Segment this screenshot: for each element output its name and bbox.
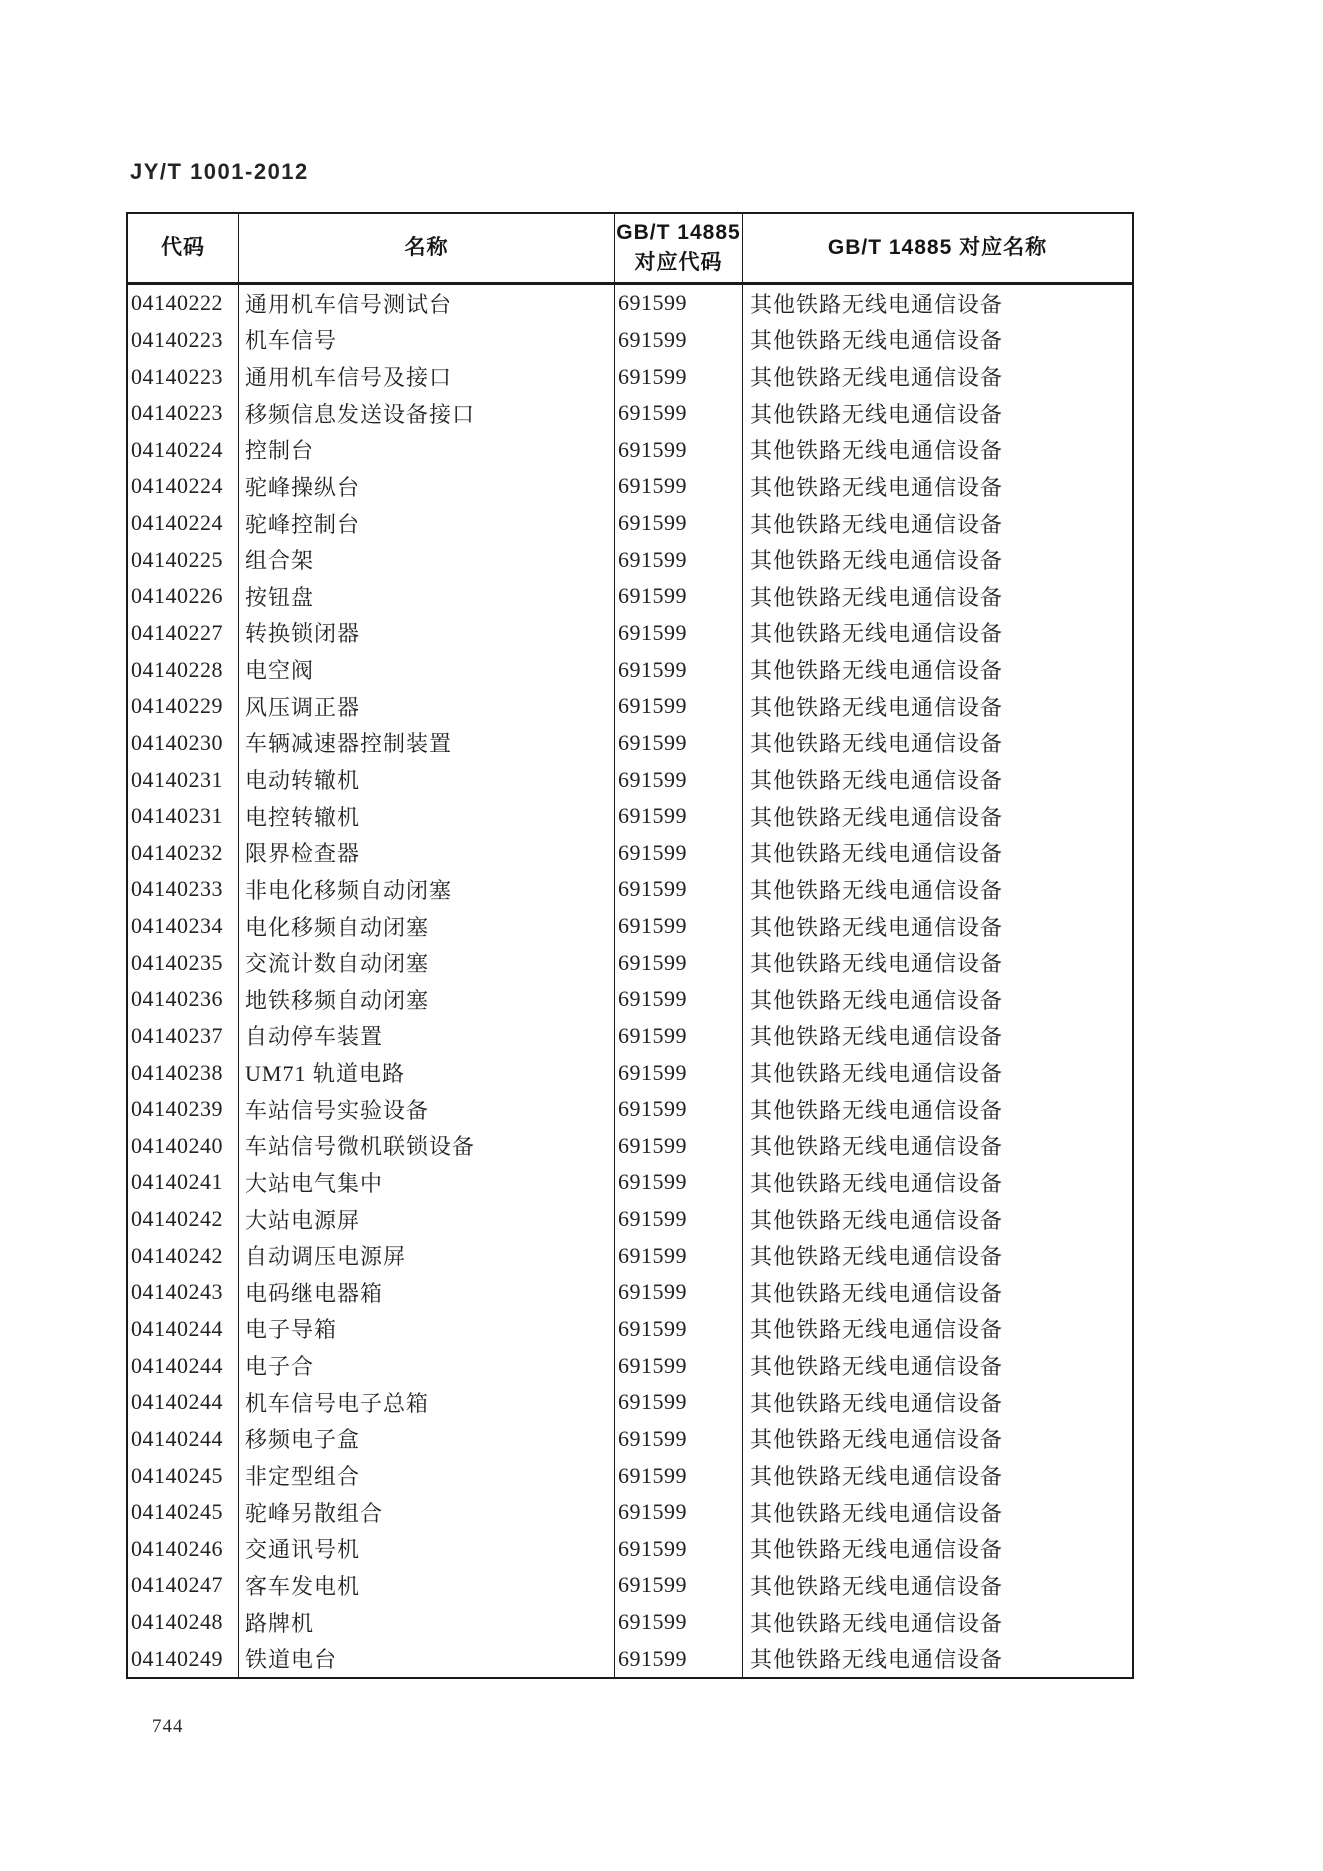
cell-name: 车辆减速器控制装置	[239, 725, 615, 762]
cell-code: 04140244	[128, 1347, 239, 1384]
cell-gbt-code: 691599	[615, 1421, 743, 1458]
cell-gbt-code: 691599	[615, 834, 743, 871]
cell-gbt-code: 691599	[615, 578, 743, 615]
cell-name: 非电化移频自动闭塞	[239, 871, 615, 908]
cell-name: 限界检查器	[239, 834, 615, 871]
cell-gbt-name: 其他铁路无线电通信设备	[750, 731, 1004, 757]
cell-gbt-name: 其他铁路无线电通信设备	[750, 914, 1004, 940]
page-number: 744	[152, 1716, 184, 1737]
header-gbt-code-line1: GB/T 14885	[616, 220, 741, 244]
cell-name: 转换锁闭器	[239, 615, 615, 652]
header-code: 代码	[128, 214, 239, 282]
cell-gbt-name: 其他铁路无线电通信设备	[750, 401, 1004, 427]
cell-code: 04140233	[128, 871, 239, 908]
cell-gbt-code: 691599	[615, 1567, 743, 1604]
cell-gbt-code: 691599	[615, 1530, 743, 1567]
cell-code: 04140245	[128, 1457, 239, 1494]
cell-gbt-name: 其他铁路无线电通信设备	[750, 951, 1004, 977]
cell-code: 04140244	[128, 1311, 239, 1348]
cell-name: 移频信息发送设备接口	[239, 395, 615, 432]
cell-gbt-code: 691599	[615, 944, 743, 981]
cell-gbt-name: 其他铁路无线电通信设备	[750, 1244, 1004, 1270]
cell-name: 组合架	[239, 541, 615, 578]
cell-gbt-code: 691599	[615, 1311, 743, 1348]
cell-gbt-name: 其他铁路无线电通信设备	[750, 1280, 1004, 1306]
cell-gbt-code: 691599	[615, 1457, 743, 1494]
cell-name: 大站电气集中	[239, 1164, 615, 1201]
cell-gbt-code: 691599	[615, 981, 743, 1018]
cell-code: 04140231	[128, 798, 239, 835]
cell-name: 电控转辙机	[239, 798, 615, 835]
cell-name: 电码继电器箱	[239, 1274, 615, 1311]
header-gbt-name: GB/T 14885 对应名称	[827, 235, 1048, 259]
cell-name: 路牌机	[239, 1604, 615, 1641]
cell-gbt-code: 691599	[615, 285, 743, 322]
cell-gbt-code: 691599	[615, 322, 743, 359]
cell-name: 通用机车信号测试台	[239, 285, 615, 322]
cell-gbt-code: 691599	[615, 651, 743, 688]
cell-gbt-name: 其他铁路无线电通信设备	[750, 1097, 1004, 1123]
cell-gbt-name: 其他铁路无线电通信设备	[750, 1061, 1004, 1087]
cell-name: 风压调正器	[239, 688, 615, 725]
mapping-table	[126, 212, 1134, 1679]
cell-gbt-name: 其他铁路无线电通信设备	[750, 1464, 1004, 1490]
cell-gbt-name: 其他铁路无线电通信设备	[750, 658, 1004, 684]
header-gbt-code-line2: 对应代码	[634, 251, 723, 274]
header-name: 名称	[239, 214, 615, 282]
cell-code: 04140224	[128, 505, 239, 542]
cell-gbt-code: 691599	[615, 1347, 743, 1384]
cell-code: 04140234	[128, 908, 239, 945]
cell-gbt-code: 691599	[615, 395, 743, 432]
cell-name: 自动停车装置	[239, 1018, 615, 1055]
cell-code: 04140231	[128, 761, 239, 798]
cell-gbt-name: 其他铁路无线电通信设备	[750, 511, 1004, 537]
cell-gbt-name: 其他铁路无线电通信设备	[750, 841, 1004, 867]
cell-code: 04140237	[128, 1018, 239, 1055]
cell-gbt-name: 其他铁路无线电通信设备	[750, 1573, 1004, 1599]
cell-gbt-code: 691599	[615, 1018, 743, 1055]
cell-code: 04140246	[128, 1530, 239, 1567]
cell-gbt-name: 其他铁路无线电通信设备	[750, 438, 1004, 464]
cell-name: 电子导箱	[239, 1311, 615, 1348]
cell-gbt-code: 691599	[615, 1091, 743, 1128]
cell-code: 04140226	[128, 578, 239, 615]
cell-gbt-code: 691599	[615, 871, 743, 908]
cell-name: 车站信号实验设备	[239, 1091, 615, 1128]
cell-code: 04140242	[128, 1237, 239, 1274]
cell-gbt-name: 其他铁路无线电通信设备	[750, 1134, 1004, 1160]
cell-code: 04140247	[128, 1567, 239, 1604]
cell-gbt-code: 691599	[615, 1640, 743, 1677]
cell-gbt-name: 其他铁路无线电通信设备	[750, 474, 1004, 500]
cell-code: 04140223	[128, 358, 239, 395]
cell-gbt-code: 691599	[615, 688, 743, 725]
cell-code: 04140223	[128, 395, 239, 432]
cell-name: 铁道电台	[239, 1640, 615, 1677]
cell-name: 交通讯号机	[239, 1530, 615, 1567]
header-gbt-code	[615, 214, 743, 282]
cell-gbt-name: 其他铁路无线电通信设备	[750, 1537, 1004, 1563]
cell-code: 04140222	[128, 285, 239, 322]
cell-code: 04140228	[128, 651, 239, 688]
cell-code: 04140238	[128, 1054, 239, 1091]
cell-gbt-code: 691599	[615, 1128, 743, 1165]
cell-gbt-code: 691599	[615, 725, 743, 762]
cell-code: 04140244	[128, 1421, 239, 1458]
cell-gbt-code: 691599	[615, 358, 743, 395]
cell-gbt-code: 691599	[615, 1201, 743, 1238]
cell-name: 自动调压电源屏	[239, 1237, 615, 1274]
cell-name: 非定型组合	[239, 1457, 615, 1494]
cell-gbt-code: 691599	[615, 1494, 743, 1531]
cell-code: 04140224	[128, 432, 239, 469]
cell-name: 电空阀	[239, 651, 615, 688]
cell-gbt-code: 691599	[615, 615, 743, 652]
cell-gbt-code: 691599	[615, 505, 743, 542]
cell-code: 04140225	[128, 541, 239, 578]
cell-name: 车站信号微机联锁设备	[239, 1128, 615, 1165]
cell-code: 04140224	[128, 468, 239, 505]
cell-code: 04140230	[128, 725, 239, 762]
cell-gbt-name: 其他铁路无线电通信设备	[750, 1207, 1004, 1233]
cell-gbt-code: 691599	[615, 798, 743, 835]
doc-number: JY/T 1001-2012	[130, 159, 309, 184]
cell-name: 机车信号	[239, 322, 615, 359]
cell-code: 04140236	[128, 981, 239, 1018]
cell-gbt-code: 691599	[615, 468, 743, 505]
cell-name: 电子合	[239, 1347, 615, 1384]
cell-name: 按钮盘	[239, 578, 615, 615]
cell-gbt-name: 其他铁路无线电通信设备	[750, 1427, 1004, 1453]
cell-gbt-name: 其他铁路无线电通信设备	[750, 1390, 1004, 1416]
cell-code: 04140240	[128, 1128, 239, 1165]
cell-gbt-code: 691599	[615, 432, 743, 469]
cell-gbt-code: 691599	[615, 1237, 743, 1274]
table-header-row	[128, 214, 1132, 285]
cell-name: 地铁移频自动闭塞	[239, 981, 615, 1018]
cell-gbt-name: 其他铁路无线电通信设备	[750, 328, 1004, 354]
cell-gbt-name: 其他铁路无线电通信设备	[750, 804, 1004, 830]
cell-code: 04140249	[128, 1640, 239, 1677]
cell-code: 04140245	[128, 1494, 239, 1531]
cell-name: 驼峰另散组合	[239, 1494, 615, 1531]
cell-name: 控制台	[239, 432, 615, 469]
cell-gbt-name: 其他铁路无线电通信设备	[750, 1170, 1004, 1196]
cell-gbt-name: 其他铁路无线电通信设备	[750, 291, 1004, 317]
cell-name: 大站电源屏	[239, 1201, 615, 1238]
cell-code: 04140248	[128, 1604, 239, 1641]
cell-code: 04140239	[128, 1091, 239, 1128]
cell-gbt-name: 其他铁路无线电通信设备	[750, 1354, 1004, 1380]
cell-name: UM71 轨道电路	[239, 1054, 615, 1091]
cell-gbt-code: 691599	[615, 908, 743, 945]
cell-code: 04140241	[128, 1164, 239, 1201]
cell-name: 机车信号电子总箱	[239, 1384, 615, 1421]
cell-name: 电动转辙机	[239, 761, 615, 798]
cell-gbt-code: 691599	[615, 1384, 743, 1421]
cell-code: 04140244	[128, 1384, 239, 1421]
cell-code: 04140223	[128, 322, 239, 359]
cell-gbt-code: 691599	[615, 541, 743, 578]
cell-name: 客车发电机	[239, 1567, 615, 1604]
cell-gbt-name: 其他铁路无线电通信设备	[750, 987, 1004, 1013]
cell-code: 04140227	[128, 615, 239, 652]
cell-gbt-name: 其他铁路无线电通信设备	[750, 1610, 1004, 1636]
cell-name: 驼峰控制台	[239, 505, 615, 542]
cell-gbt-name: 其他铁路无线电通信设备	[750, 1647, 1004, 1673]
cell-gbt-name: 其他铁路无线电通信设备	[750, 365, 1004, 391]
cell-gbt-code: 691599	[615, 1274, 743, 1311]
cell-gbt-name: 其他铁路无线电通信设备	[750, 1317, 1004, 1343]
cell-gbt-code: 691599	[615, 1604, 743, 1641]
cell-gbt-name: 其他铁路无线电通信设备	[750, 694, 1004, 720]
cell-name: 电化移频自动闭塞	[239, 908, 615, 945]
cell-code: 04140232	[128, 834, 239, 871]
cell-gbt-code: 691599	[615, 761, 743, 798]
cell-gbt-name: 其他铁路无线电通信设备	[750, 584, 1004, 610]
cell-gbt-name: 其他铁路无线电通信设备	[750, 621, 1004, 647]
cell-name: 驼峰操纵台	[239, 468, 615, 505]
cell-code: 04140235	[128, 944, 239, 981]
cell-gbt-name: 其他铁路无线电通信设备	[750, 548, 1004, 574]
cell-name: 移频电子盒	[239, 1421, 615, 1458]
cell-gbt-name: 其他铁路无线电通信设备	[750, 1500, 1004, 1526]
cell-name: 通用机车信号及接口	[239, 358, 615, 395]
cell-gbt-code: 691599	[615, 1164, 743, 1201]
cell-code: 04140229	[128, 688, 239, 725]
table-body	[128, 285, 1132, 1677]
cell-gbt-name: 其他铁路无线电通信设备	[750, 877, 1004, 903]
cell-name: 交流计数自动闭塞	[239, 944, 615, 981]
cell-code: 04140242	[128, 1201, 239, 1238]
cell-gbt-name: 其他铁路无线电通信设备	[750, 1024, 1004, 1050]
cell-code: 04140243	[128, 1274, 239, 1311]
cell-gbt-name: 其他铁路无线电通信设备	[750, 768, 1004, 794]
cell-gbt-code: 691599	[615, 1054, 743, 1091]
